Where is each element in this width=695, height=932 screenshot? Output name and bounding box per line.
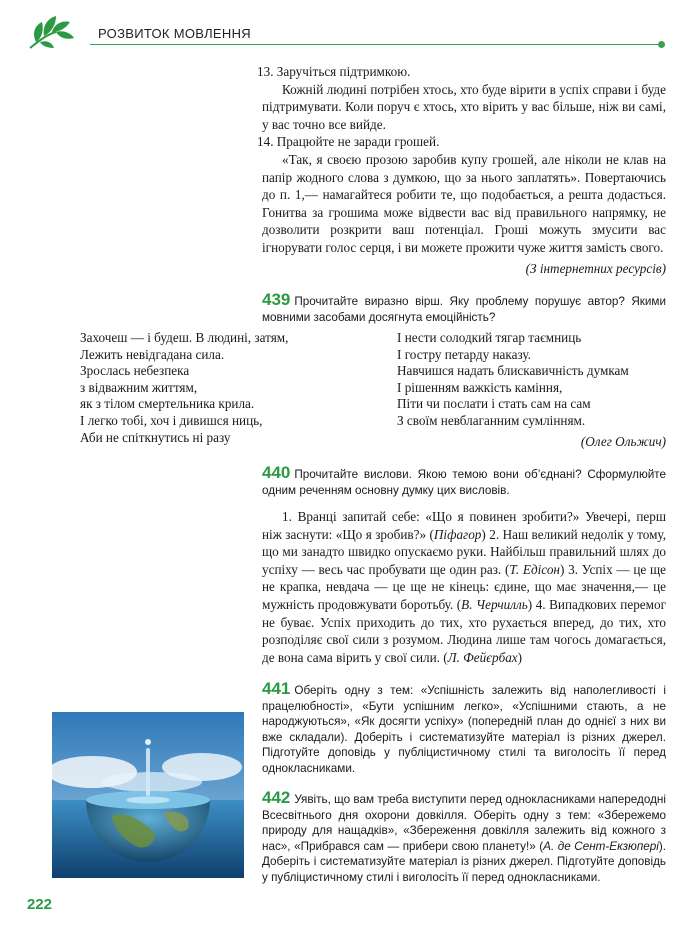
task-number: 442 [262, 788, 291, 807]
poem-line: Лежить невідгадана сила. [80, 346, 225, 362]
task-number: 440 [262, 463, 291, 482]
poem-line: Зрослась небезпека [80, 363, 190, 379]
quotes-paragraph [262, 508, 666, 666]
task-439 [262, 292, 666, 325]
item-13-title: 13. Заручіться підтримкою. [257, 64, 411, 79]
task-441 [262, 681, 666, 776]
task-text-end: ). Доберіть і систематизуйте матеріал із різних джерел. Підготуйте доповідь у публіцистичному стилі і виголосіть її перед однокласниками. [262, 839, 666, 884]
quote-3: ) 3. Успіх — це ще не крапка, невдача — це ще не кінець: єдине, що має значення,— це мужність продовжувати боротьбу. ( [262, 561, 666, 612]
tips-continuation [257, 63, 666, 277]
poem-line: І нести солодкий тягар таємниць [397, 330, 582, 345]
poem-left-column [80, 330, 288, 446]
page-number: 222 [27, 896, 53, 913]
poem-line: З своїм невблаганним сумлінням. [397, 412, 586, 428]
quote-1: 1. Вранці запитай себе: «Що я повинен зробити?» Увечері, перш ніж заснути: «Що я зробив?» ( [262, 509, 666, 542]
item-14-text: «Так, я своєю прозою заробив купу грошей, але ніколи не клав на папір жодного слова з думкою, що за нього заплатять». Повертаючись до п. 1,— намагайтеся робити те, що подобається, а решта додасться. Гонитва за грошима може відвести вас від правильного напрямку, не дозволити розкрити ваш потенціал. Гроші можуть змусити вас ігнорувати голос серця, і ви можете прожити чуже життя замість свого. [262, 151, 666, 255]
quote-author: Л. Фейєрбах [447, 649, 518, 665]
task-number: 439 [262, 290, 291, 309]
poem-line: І легко тобі, хоч і дивишся ниць, [80, 412, 263, 428]
poem-line: Захочеш — і будеш. В людині, затям, [80, 330, 289, 345]
task-number: 441 [262, 679, 291, 698]
task-text: Прочитайте вислови. Якою темою вони об’єднані? Сформулюйте одним реченням основну думку цих висловів. [262, 468, 666, 497]
poem-line: Навчишся надать блискавичність думкам [397, 363, 629, 379]
poem-line: І рішенням важкість каміння, [397, 379, 563, 395]
quote-author: А. де Сент-Екзюпері [543, 839, 659, 853]
quote-4: ) 4. Випадкових перемог не буває. Успіх приходить до тих, хто рухається вперед, до тих, хто розподіляє свої сили з розумом. Людина лише там чогось домагається, де вона сама вірить у свої сили. ( [262, 596, 666, 665]
poem-line: І гостру петарду наказу. [397, 346, 531, 362]
poem-line: з відважним життям, [80, 379, 198, 395]
header-divider-dot [658, 41, 665, 48]
poem-line: як з тілом смертельника крила. [80, 396, 255, 412]
quote-end: ) [517, 649, 523, 665]
task-440 [262, 465, 666, 498]
section-title: РОЗВИТОК МОВЛЕННЯ [98, 26, 251, 41]
quote-author: Піфагор [433, 526, 482, 542]
item-14-title: 14. Працюйте не заради грошей. [257, 134, 440, 150]
task-text: Уявіть, що вам треба виступити перед однокласниками напередодні Всесвітнього дня охорони довкілля. Оберіть одну з тем: «Збережемо природу для нащадків», «Збереження довкілля залежить від кожного з нас», «Прибрався сам — прибери свою планету!» ( [262, 793, 666, 853]
poem-line: Аби не спіткнутись ні разу [80, 429, 231, 445]
task-text: Прочитайте виразно вірш. Яку проблему порушує автор? Якими мовними засобами досягнута емоційність? [262, 295, 666, 324]
earth-bowl-illustration [52, 712, 244, 878]
poem-right-column [397, 330, 629, 430]
poem-line: Піти чи послати і стать сам на сам [397, 396, 591, 412]
task-442 [262, 790, 666, 885]
task-text: Оберіть одну з тем: «Успішність залежить від наполегливості і працелюбності», «Бути успішним легко», «Успішними стають, а не народжуються», «Як досягти успіху» (попередній план до однієї з них ви вже складали). Доберіть і систематизуйте матеріал із різних джерел. Підготуйте доповідь у публіцистичному стилі та виголосіть її перед однокласниками. [262, 684, 666, 775]
header-divider [90, 44, 660, 45]
poem-author: (Олег Ольжич) [580, 434, 666, 449]
quote-2: ) 2. Наш великий недолік у тому, що ми занадто швидко опускаємо руки. Найбільш правильний шлях до успіху — весь час пробувати ще один раз. ( [262, 526, 667, 577]
leaf-ornament-icon [26, 12, 78, 52]
quote-author: В. Черчилль [461, 596, 528, 612]
item-13-text: Кожній людині потрібен хтось, хто буде вірити в успіх справи і буде підтримувати. Коли поруч є хтось, хто вірить у вас більше, ніж ви самі, у вас точно все вийде. [262, 81, 666, 132]
quote-author: Т. Едісон [509, 561, 560, 577]
source-note: (З інтернетних ресурсів) [525, 260, 666, 276]
